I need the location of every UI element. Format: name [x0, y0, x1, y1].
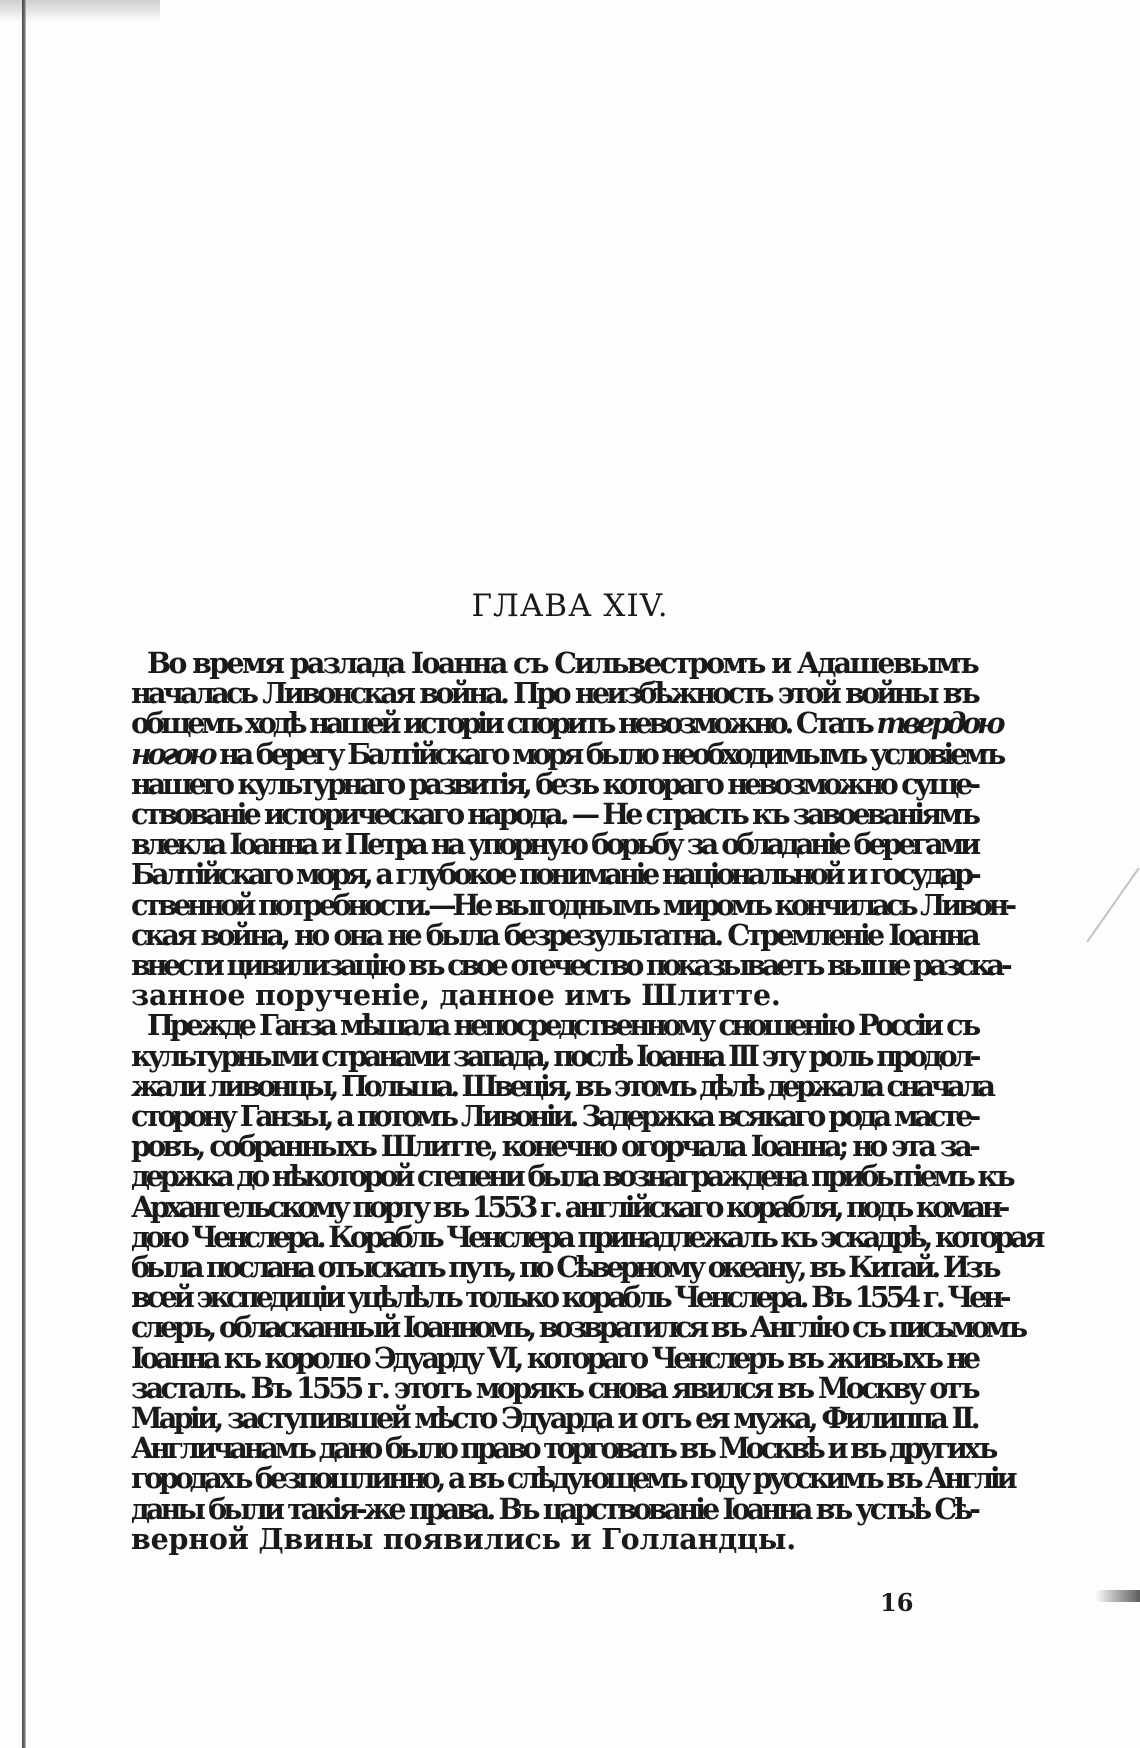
- text-line: ствованіе историческаго народа. — Не страсть къ завоеваніямъ: [131, 797, 978, 832]
- text-line: держка до нѣкоторой степени была вознаграждена прибытіемъ къ: [131, 1159, 1012, 1194]
- italic-text: ногою: [131, 736, 214, 771]
- text-line: даны были такія-же права. Въ царствованіе Іоанна въ устьѣ Сѣ-: [131, 1491, 977, 1526]
- text-line: нашего культурнаго развитія, безъ котораго невозможно суще-: [131, 766, 977, 801]
- text-line: Іоанна къ королю Эдуарду VI, котораго Ченслеръ въ живыхъ не: [131, 1340, 977, 1375]
- chapter-title: ГЛАВА XIV.: [471, 588, 669, 624]
- text-line: ственной потребности.—Не выгоднымъ миромъ кончилась Ливон-: [131, 887, 1013, 922]
- body-text: [131, 646, 1042, 1556]
- text-line: всей экспедиціи уцѣлѣлъ только корабль Ченслера. Въ 1554 г. Чен-: [131, 1280, 1008, 1315]
- page-number: 16: [880, 1588, 914, 1617]
- text-line: слеръ, обласканный Іоанномъ, возвратился въ Англію съ письмомъ: [131, 1310, 1024, 1345]
- paragraph-2: [131, 1008, 1042, 1556]
- text-line: сторону Ганзы, а потомъ Ливоніи. Задержка всякаго рода масте-: [131, 1099, 977, 1134]
- text-line: Балтійскаго моря, а глубокое пониманіе національной и государ-: [131, 857, 978, 892]
- text-line: ровъ, собранныхъ Шлитте, конечно огорчала Іоанна; но эта за-: [131, 1129, 977, 1164]
- scan-artifact-edge: [1095, 1590, 1140, 1602]
- text-line: ская война, но она не была безрезультатна. Стремленіе Іоанна: [131, 917, 977, 952]
- scan-artifact-tick: [1086, 868, 1139, 943]
- text-span: общемъ ходѣ нашей исторіи спорить невозможно. Стать: [131, 706, 871, 741]
- italic-text: твердою: [876, 706, 1002, 741]
- text-line: культурными странами запада, послѣ Іоанна III эту роль продол-: [131, 1038, 978, 1073]
- text-line: Архангельскому порту въ 1553 г. англійскаго корабля, подъ коман-: [131, 1189, 1007, 1224]
- text-line: Англичанамъ дано было право торговать въ Москвѣ и въ другихъ: [131, 1431, 995, 1466]
- text-line: была послана отыскать путь, по Сѣверному океану, въ Китай. Изъ: [131, 1250, 998, 1285]
- text-line: городахъ безпошлинно, а въ слѣдующемъ году русскимъ въ Англіи: [131, 1461, 1014, 1496]
- text-line: внести цивилизацію въ свое отечество показываетъ выше разска-: [131, 948, 1009, 983]
- text-line: влекла Іоанна и Петра на упорную борьбу за обладаніе берегами: [131, 827, 977, 862]
- text-line: жали ливонцы, Польша. Швеція, въ этомъ дѣлѣ держала сначала: [131, 1068, 992, 1103]
- page-binding-edge: [22, 0, 26, 1748]
- text-span: на берегу Балтійскаго моря было необходимымъ условіемъ: [219, 736, 1003, 771]
- text-line: Маріи, заступившей мѣсто Эдуарда и отъ ея мужа, Филиппа II.: [131, 1401, 977, 1436]
- text-line: Прежде Ганза мѣшала непосредственному сношенію Россіи съ: [147, 1008, 977, 1043]
- text-line: засталъ. Въ 1555 г. этотъ морякъ снова явился въ Москву отъ: [131, 1370, 977, 1405]
- paragraph-1: [131, 646, 1013, 1013]
- text-line: [131, 706, 1002, 741]
- text-line: [131, 736, 1003, 771]
- text-line: дою Ченслера. Корабль Ченслера принадлежалъ къ эскадрѣ, которая: [131, 1219, 1042, 1254]
- text-line: Во время разлада Іоанна съ Сильвестромъ и Адашевымъ: [147, 646, 977, 680]
- text-line: началась Ливонская война. Про неизбѣжность этой войны въ: [131, 676, 977, 711]
- text-line: верной Двины появились и Голландцы.: [131, 1521, 796, 1556]
- text-line: занное порученіе, данное имъ Шлитте.: [131, 978, 781, 1013]
